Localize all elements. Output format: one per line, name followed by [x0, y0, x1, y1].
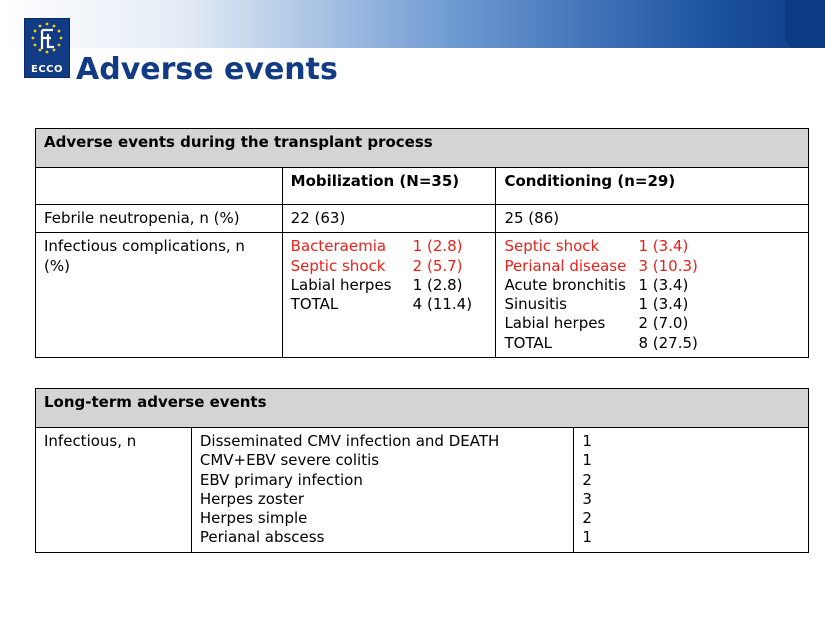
event-list [504, 237, 800, 353]
event-value: 2 (5.7) [412, 256, 463, 275]
list-item [504, 257, 800, 276]
list-item [504, 314, 800, 333]
event-value: 8 (27.5) [638, 333, 698, 352]
list-item: Disseminated CMV infection and DEATH [199, 432, 500, 450]
list-item: Perianal abscess [199, 528, 325, 547]
event-name: Perianal disease [504, 256, 627, 275]
event-value: 2 (7.0) [638, 314, 689, 333]
event-value: 1 (3.4) [638, 237, 689, 256]
event-name: Septic shock [504, 237, 600, 256]
list-item [291, 276, 488, 295]
list-item [291, 295, 488, 314]
cell-value: 22 (63) [290, 209, 346, 227]
list-item [504, 295, 800, 314]
list-item [291, 257, 488, 276]
event-name: Labial herpes [504, 314, 606, 333]
event-value: 1 (3.4) [638, 295, 689, 314]
column-header-row [36, 168, 809, 205]
list-item [291, 237, 488, 256]
event-value: 1 (2.8) [412, 237, 463, 256]
transplant-process-table [35, 128, 809, 358]
count-list-cell [574, 428, 809, 553]
conditioning-cell [496, 233, 809, 358]
list-item: Herpes simple [199, 509, 308, 528]
event-name: TOTAL [504, 333, 553, 352]
event-value: 1 (3.4) [638, 275, 689, 294]
event-name: Labial herpes [290, 275, 392, 294]
list-item: CMV+EBV severe colitis [199, 451, 380, 470]
mobilization-header: Mobilization (N=35) [282, 168, 496, 205]
count-item: 3 [582, 489, 592, 508]
eu-stars-icon [25, 19, 69, 63]
table-row [36, 428, 809, 553]
count-item: 1 [582, 451, 592, 470]
table-title: Adverse events during the transplant process [36, 129, 809, 168]
row-label: Infectious, n [36, 428, 192, 553]
list-item [504, 237, 800, 256]
table-title: Long-term adverse events [36, 389, 809, 428]
empty-header-cell [36, 168, 283, 205]
row-label: Febrile neutropenia, n (%) [36, 205, 283, 233]
mobilization-cell [282, 205, 496, 233]
count-item: 1 [582, 432, 592, 450]
list-item [504, 334, 800, 353]
table-row [36, 205, 809, 233]
ecco-logo [24, 18, 70, 78]
list-item [504, 276, 800, 295]
cell-value: 25 (86) [504, 209, 560, 227]
table-row [36, 233, 809, 358]
mobilization-cell [282, 233, 496, 358]
event-name: Acute bronchitis [504, 275, 626, 294]
top-banner [0, 0, 825, 48]
list-item: EBV primary infection [199, 470, 363, 489]
page-title: Adverse events [76, 52, 338, 87]
conditioning-header: Conditioning (n=29) [496, 168, 809, 205]
count-item: 1 [582, 528, 592, 547]
event-name: TOTAL [290, 295, 339, 314]
table-title-row [36, 389, 809, 428]
row-label: Infectious complications, n (%) [36, 233, 283, 358]
event-value: 1 (2.8) [412, 275, 463, 294]
event-name: Septic shock [290, 256, 386, 275]
banner-corner [785, 0, 825, 48]
event-name: Sinusitis [504, 295, 567, 314]
event-name: Bacteraemia [290, 237, 387, 256]
count-item: 2 [582, 470, 592, 489]
table-title-row [36, 129, 809, 168]
event-list-cell [191, 428, 574, 553]
long-term-events-table [35, 388, 809, 553]
event-value: 3 (10.3) [638, 256, 698, 275]
count-item: 2 [582, 509, 592, 528]
event-value: 4 (11.4) [412, 295, 473, 314]
list-item: Herpes zoster [199, 489, 305, 508]
event-list [291, 237, 488, 314]
conditioning-cell [496, 205, 809, 233]
logo-text: ECCO [30, 64, 63, 75]
